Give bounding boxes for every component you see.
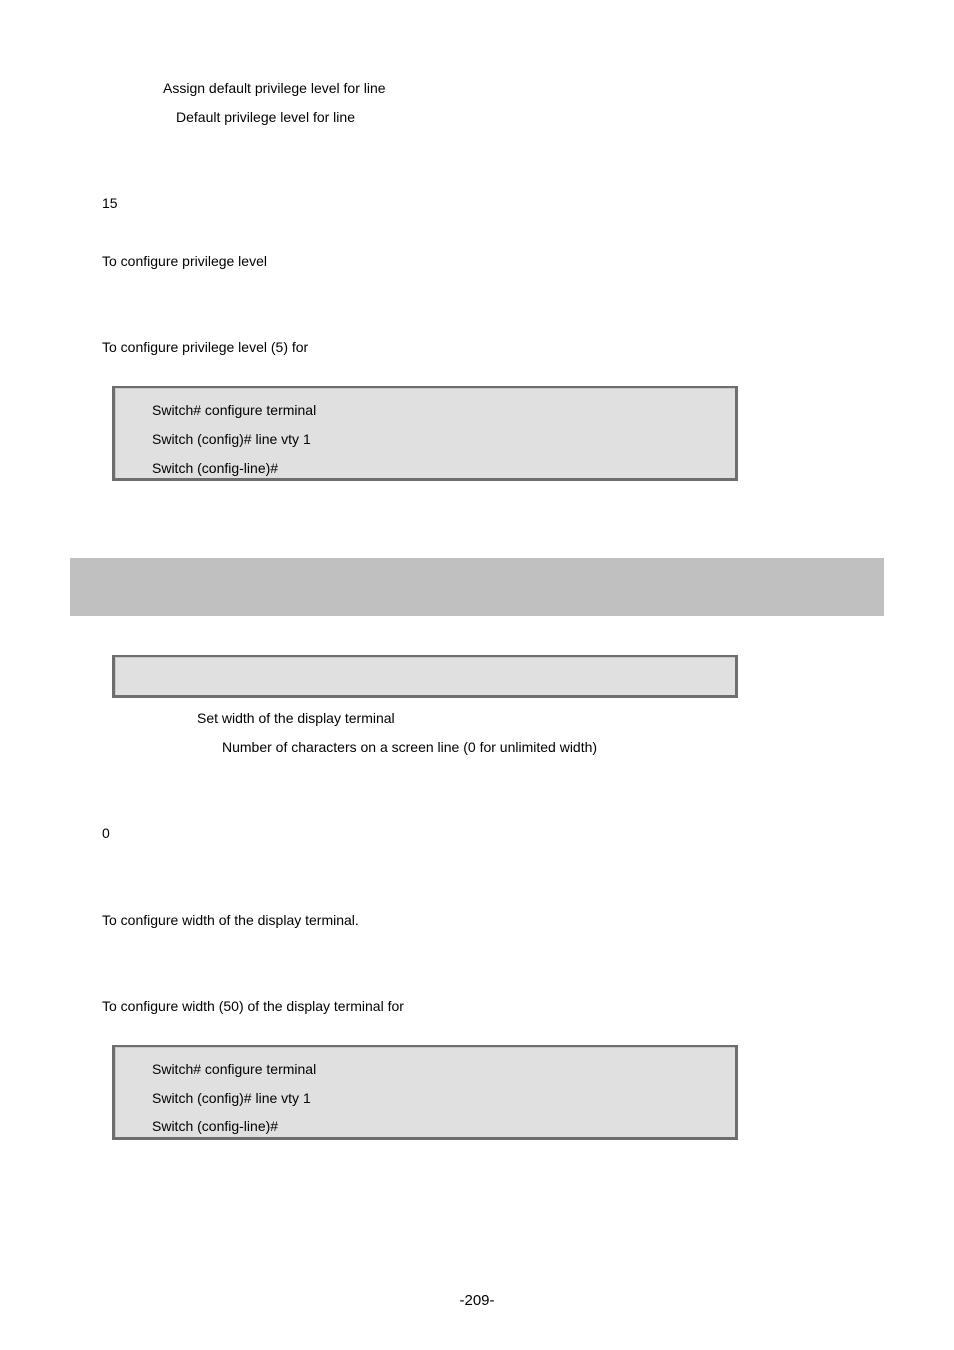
code-example-privilege bbox=[112, 386, 738, 481]
example-intro-width: To configure width (50) of the display terminal for bbox=[102, 998, 404, 1014]
section-heading-banner bbox=[70, 558, 884, 616]
default-value-width: 0 bbox=[102, 825, 110, 841]
page-number: -209- bbox=[459, 1292, 495, 1309]
code-line: Switch# configure terminal bbox=[152, 1061, 317, 1077]
param-desc-width: Set width of the display terminal bbox=[197, 710, 395, 726]
code-line: Switch (config-line)# bbox=[152, 460, 279, 476]
param-desc-privilege-level: Default privilege level for line bbox=[176, 109, 355, 125]
code-line: Switch (config-line)# bbox=[152, 1118, 279, 1134]
code-line: Switch (config)# line vty 1 bbox=[152, 431, 311, 447]
code-line: Switch (config)# line vty 1 bbox=[152, 1090, 311, 1106]
param-desc-privilege: Assign default privilege level for line bbox=[163, 80, 386, 96]
param-desc-width-characters: Number of characters on a screen line (0 for unlimited width) bbox=[222, 739, 598, 755]
command-syntax-box bbox=[112, 655, 738, 698]
usage-width: To configure width of the display terminal. bbox=[102, 912, 359, 928]
default-value-privilege: 15 bbox=[102, 195, 118, 211]
example-intro-privilege: To configure privilege level (5) for bbox=[102, 339, 309, 355]
code-line: Switch# configure terminal bbox=[152, 402, 317, 418]
usage-privilege: To configure privilege level bbox=[102, 253, 267, 269]
code-example-width bbox=[112, 1045, 738, 1140]
